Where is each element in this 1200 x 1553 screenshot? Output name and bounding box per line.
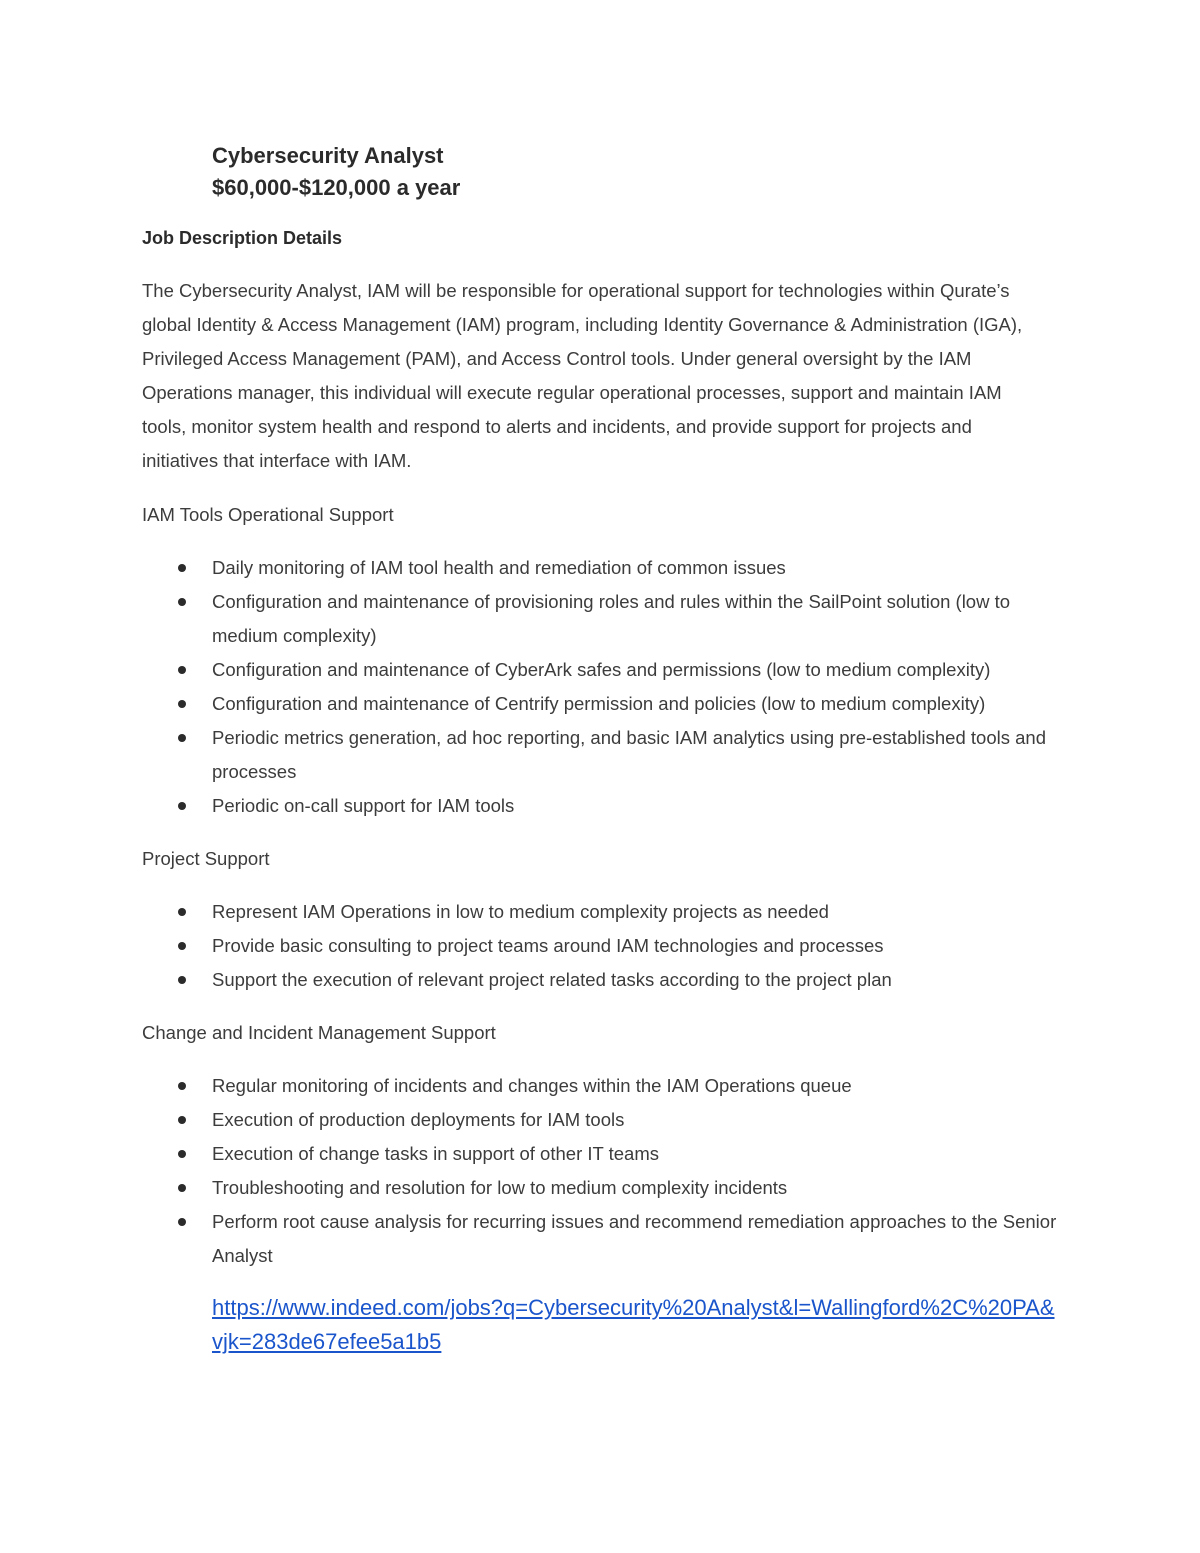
list-item xyxy=(142,653,1062,687)
link-block xyxy=(142,1292,1062,1360)
bullet-icon xyxy=(178,802,186,810)
bullet-icon xyxy=(178,598,186,606)
list-item-text: Execution of change tasks in support of other IT teams xyxy=(212,1143,659,1164)
list-item xyxy=(142,1103,1062,1137)
bullet-icon xyxy=(178,908,186,916)
list-item xyxy=(142,929,1062,963)
list-item-text: Configuration and maintenance of Centrify permission and policies (low to medium complexity) xyxy=(212,693,986,714)
list-item-text: Periodic metrics generation, ad hoc reporting, and basic IAM analytics using pre-established tools and processes xyxy=(212,727,1046,782)
list-item-text: Regular monitoring of incidents and changes within the IAM Operations queue xyxy=(212,1075,852,1096)
list-item xyxy=(142,585,1062,653)
list-item xyxy=(142,721,1062,789)
bullet-icon xyxy=(178,1218,186,1226)
list-item-text: Provide basic consulting to project teams around IAM technologies and processes xyxy=(212,935,884,956)
project-support-list xyxy=(142,895,1062,997)
list-item-text: Periodic on-call support for IAM tools xyxy=(212,795,515,816)
intro-paragraph: The Cybersecurity Analyst, IAM will be responsible for operational support for technologies within Qurate’s global Identity & Access Management (IAM) program, including Identity Governance & Administration (IGA), Privileged Access Management (PAM), and Access Control tools. Under general oversight by the IAM Operations manager, this individual will execute regular operational processes, support and maintain IAM tools, monitor system health and respond to alerts and incidents, and provide support for projects and initiatives that interface with IAM. xyxy=(142,280,1023,471)
list-item-text: Perform root cause analysis for recurring issues and recommend remediation approaches to the Senior Analyst xyxy=(212,1211,1057,1266)
bullet-icon xyxy=(178,942,186,950)
list-item-text: Configuration and maintenance of provisioning roles and rules within the SailPoint solution (low to medium complexity) xyxy=(212,591,1011,646)
list-item xyxy=(142,789,1062,823)
list-item-text: Execution of production deployments for IAM tools xyxy=(212,1109,625,1130)
section-heading-operational-support: IAM Tools Operational Support xyxy=(142,504,394,525)
bullet-icon xyxy=(178,666,186,674)
list-item xyxy=(142,1137,1062,1171)
bullet-icon xyxy=(178,976,186,984)
indeed-job-link[interactable]: https://www.indeed.com/jobs?q=Cybersecurity%20Analyst&l=Wallingford%2C%20PA&vjk=283de67efee5a1b5 xyxy=(212,1295,1055,1354)
job-title: Cybersecurity Analyst xyxy=(212,143,444,168)
section-heading-change-incident: Change and Incident Management Support xyxy=(142,1022,496,1043)
salary-range: $60,000-$120,000 a year xyxy=(212,175,461,200)
bullet-icon xyxy=(178,700,186,708)
list-item xyxy=(142,895,1062,929)
bullet-icon xyxy=(178,1082,186,1090)
list-item xyxy=(142,687,1062,721)
list-item xyxy=(142,963,1062,997)
list-item-text: Troubleshooting and resolution for low to medium complexity incidents xyxy=(212,1177,788,1198)
list-item xyxy=(142,1171,1062,1205)
document-body xyxy=(142,222,1062,1360)
change-incident-list xyxy=(142,1069,1062,1273)
operational-support-list xyxy=(142,551,1062,823)
bullet-icon xyxy=(178,564,186,572)
bullet-icon xyxy=(178,1184,186,1192)
list-item-text: Daily monitoring of IAM tool health and remediation of common issues xyxy=(212,557,786,578)
list-item-text: Represent IAM Operations in low to medium complexity projects as needed xyxy=(212,901,829,922)
section-heading-project-support: Project Support xyxy=(142,848,270,869)
bullet-icon xyxy=(178,1150,186,1158)
title-block xyxy=(212,140,912,204)
list-item-text: Support the execution of relevant project related tasks according to the project plan xyxy=(212,969,892,990)
list-item xyxy=(142,1069,1062,1103)
list-item-text: Configuration and maintenance of CyberArk safes and permissions (low to medium complexity) xyxy=(212,659,991,680)
details-heading: Job Description Details xyxy=(142,228,343,248)
list-item xyxy=(142,551,1062,585)
bullet-icon xyxy=(178,734,186,742)
list-item xyxy=(142,1205,1062,1273)
bullet-icon xyxy=(178,1116,186,1124)
